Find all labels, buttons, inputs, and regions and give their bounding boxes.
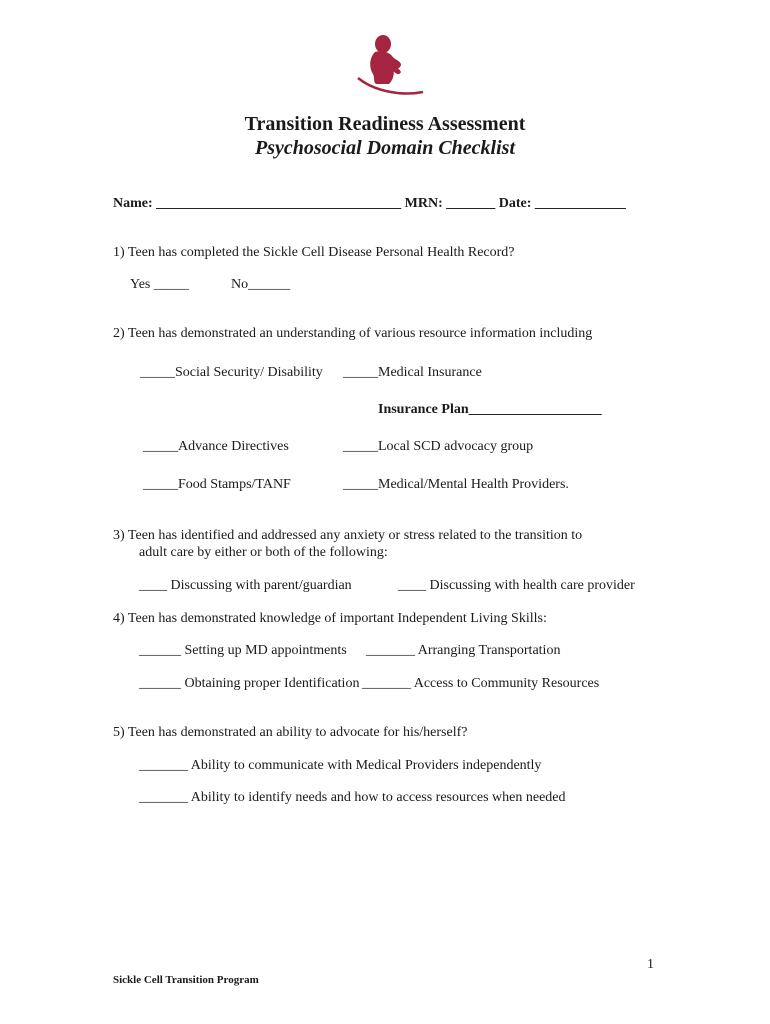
option-providers: _____Medical/Mental Health Providers. bbox=[343, 477, 569, 492]
option-insurance-plan: Insurance Plan___________________ bbox=[378, 402, 602, 417]
option-communicate-providers: _______ Ability to communicate with Medical Providers independently bbox=[139, 758, 542, 773]
page-number: 1 bbox=[647, 957, 654, 972]
option-food-stamps: _____Food Stamps/TANF bbox=[143, 477, 291, 492]
option-yes: Yes _____ bbox=[130, 277, 189, 292]
name-mrn-date-line: Name: ___________________________________ MRN: _______ Date: _____________ bbox=[113, 196, 626, 211]
option-identify-needs: _______ Ability to identify needs and how to access resources when needed bbox=[139, 790, 566, 805]
question-3: 3) Teen has identified and addressed any anxiety or stress related to the transition to bbox=[113, 528, 583, 543]
option-social-security: _____Social Security/ Disability bbox=[140, 365, 323, 380]
option-transportation: _______ Arranging Transportation bbox=[366, 643, 561, 658]
document-title: Transition Readiness Assessment bbox=[244, 113, 526, 135]
question-4: 4) Teen has demonstrated knowledge of important Independent Living Skills: bbox=[113, 611, 547, 626]
option-identification: ______ Obtaining proper Identification bbox=[139, 676, 360, 691]
child-silhouette-logo-icon bbox=[355, 34, 425, 96]
option-medical-insurance: _____Medical Insurance bbox=[343, 365, 482, 380]
option-no: No______ bbox=[231, 277, 291, 292]
question-1: 1) Teen has completed the Sickle Cell Disease Personal Health Record? bbox=[113, 245, 515, 260]
document-subtitle: Psychosocial Domain Checklist bbox=[255, 137, 515, 159]
question-3-continued: adult care by either or both of the following: bbox=[139, 545, 388, 560]
option-scd-advocacy: _____Local SCD advocacy group bbox=[343, 439, 534, 454]
option-advance-directives: _____Advance Directives bbox=[143, 439, 289, 454]
question-5: 5) Teen has demonstrated an ability to advocate for his/herself? bbox=[113, 725, 468, 740]
option-health-care-provider: ____ Discussing with health care provider bbox=[398, 578, 635, 593]
option-community-resources: _______ Access to Community Resources bbox=[362, 676, 600, 691]
option-md-appointments: ______ Setting up MD appointments bbox=[139, 643, 347, 658]
question-2: 2) Teen has demonstrated an understanding of various resource information including bbox=[113, 326, 593, 341]
option-parent-guardian: ____ Discussing with parent/guardian bbox=[139, 578, 352, 593]
footer-program-name: Sickle Cell Transition Program bbox=[113, 974, 259, 986]
